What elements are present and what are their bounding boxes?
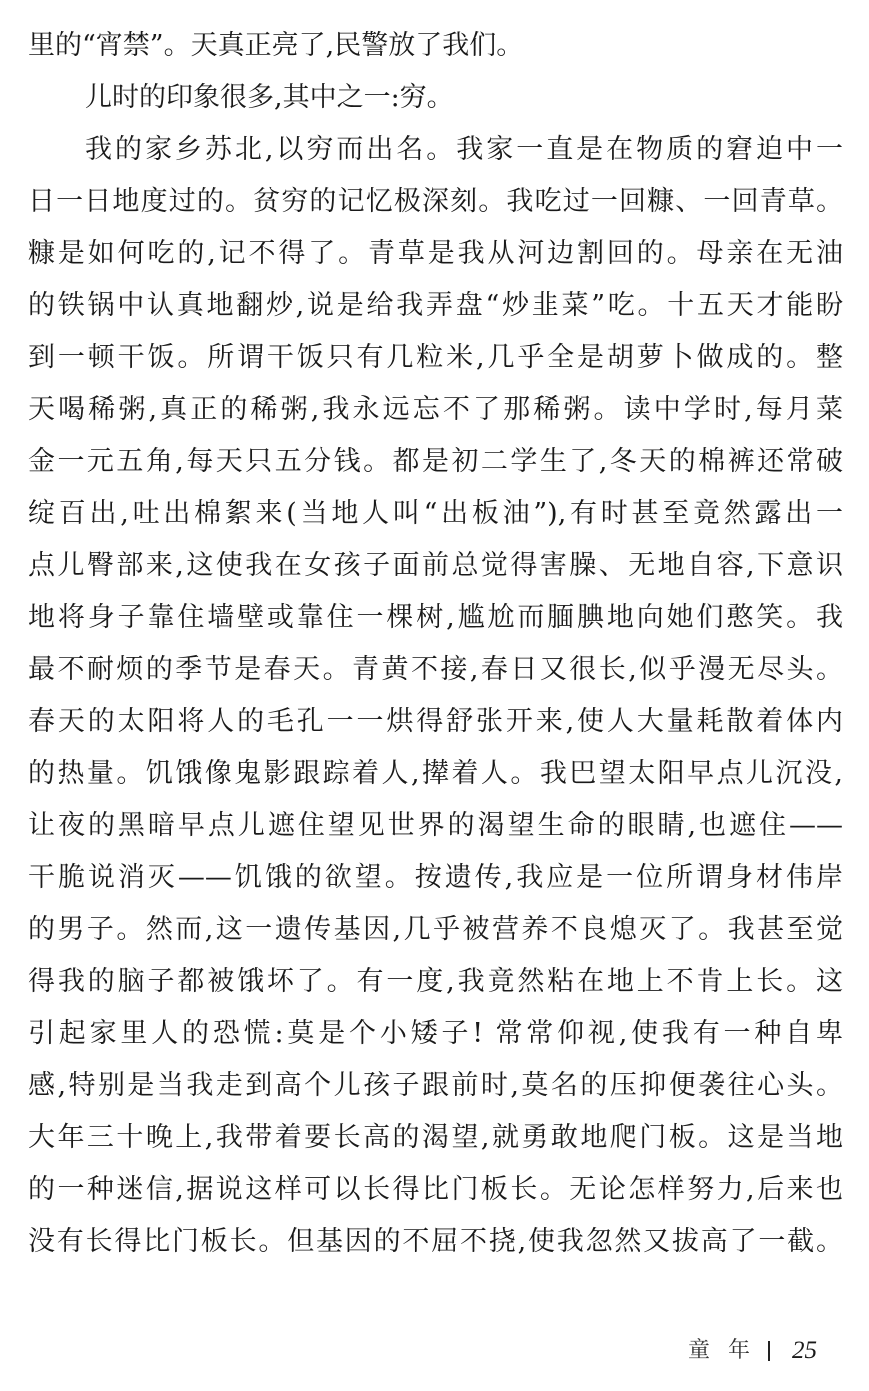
text-line: 大年三十晚上,我带着要长高的渴望,就勇敢地爬门板。这是当地 [28, 1122, 843, 1153]
text-line: 的男子。然而,这一遗传基因,几乎被营养不良熄灭了。我甚至觉 [28, 914, 843, 945]
text-line: 金一元五角,每天只五分钱。都是初二学生了,冬天的棉裤还常破 [28, 446, 843, 477]
text-line: 感,特别是当我走到高个儿孩子跟前时,莫名的压抑便袭往心头。 [28, 1070, 843, 1101]
text-line: 让夜的黑暗早点儿遮住望见世界的渴望生命的眼睛,也遮住—— [28, 810, 843, 841]
text-line: 干脆说消灭——饥饿的欲望。按遗传,我应是一位所谓身材伟岸 [28, 862, 843, 893]
paragraph [28, 72, 843, 124]
text-line: 里的“宵禁”。天真正亮了,民警放了我们。 [28, 30, 524, 61]
text-line: 的一种迷信,据说这样可以长得比门板长。无论怎样努力,后来也 [28, 1174, 843, 1205]
running-title: 童年 [688, 1338, 769, 1363]
text-line: 的铁锅中认真地翻炒,说是给我弄盘“炒韭菜”吃。十五天才能盼 [28, 290, 843, 321]
text-line: 绽百出,吐出棉絮来(当地人叫“出板油”),有时甚至竟然露出一 [28, 498, 843, 529]
text-line: 的热量。饥饿像鬼影跟踪着人,撵着人。我巴望太阳早点儿沉没, [28, 758, 843, 789]
text-line: 得我的脑子都被饿坏了。有一度,我竟然粘在地上不肯上长。这 [28, 966, 843, 997]
text-line: 到一顿干饭。所谓干饭只有几粒米,几乎全是胡萝卜做成的。整 [28, 342, 843, 373]
footer-divider [768, 1341, 770, 1361]
paragraph [28, 124, 843, 1268]
paragraph [28, 20, 843, 72]
text-line: 春天的太阳将人的毛孔一一烘得舒张开来,使人大量耗散着体内 [28, 706, 843, 737]
page-footer [688, 1336, 817, 1366]
text-line: 天喝稀粥,真正的稀粥,我永远忘不了那稀粥。读中学时,每月菜 [28, 394, 843, 425]
text-line: 儿时的印象很多,其中之一:穷。 [85, 82, 454, 113]
text-line: 我的家乡苏北,以穷而出名。我家一直是在物质的窘迫中一 [85, 134, 843, 165]
text-line: 日一日地度过的。贫穷的记忆极深刻。我吃过一回糠、一回青草。 [28, 186, 843, 217]
text-line: 引起家里人的恐慌:莫是个小矮子! 常常仰视,使我有一种自卑 [28, 1018, 843, 1049]
text-line: 没有长得比门板长。但基因的不屈不挠,使我忽然又拔高了一截。 [28, 1226, 843, 1257]
text-line: 地将身子靠住墙壁或靠住一棵树,尴尬而腼腆地向她们憨笑。我 [28, 602, 843, 633]
body-text [28, 20, 843, 1268]
page-number: 25 [792, 1337, 818, 1364]
text-line: 最不耐烦的季节是春天。青黄不接,春日又很长,似乎漫无尽头。 [28, 654, 843, 685]
text-line: 点儿臀部来,这使我在女孩子面前总觉得害臊、无地自容,下意识 [28, 550, 843, 581]
text-line: 糠是如何吃的,记不得了。青草是我从河边割回的。母亲在无油 [28, 238, 843, 269]
